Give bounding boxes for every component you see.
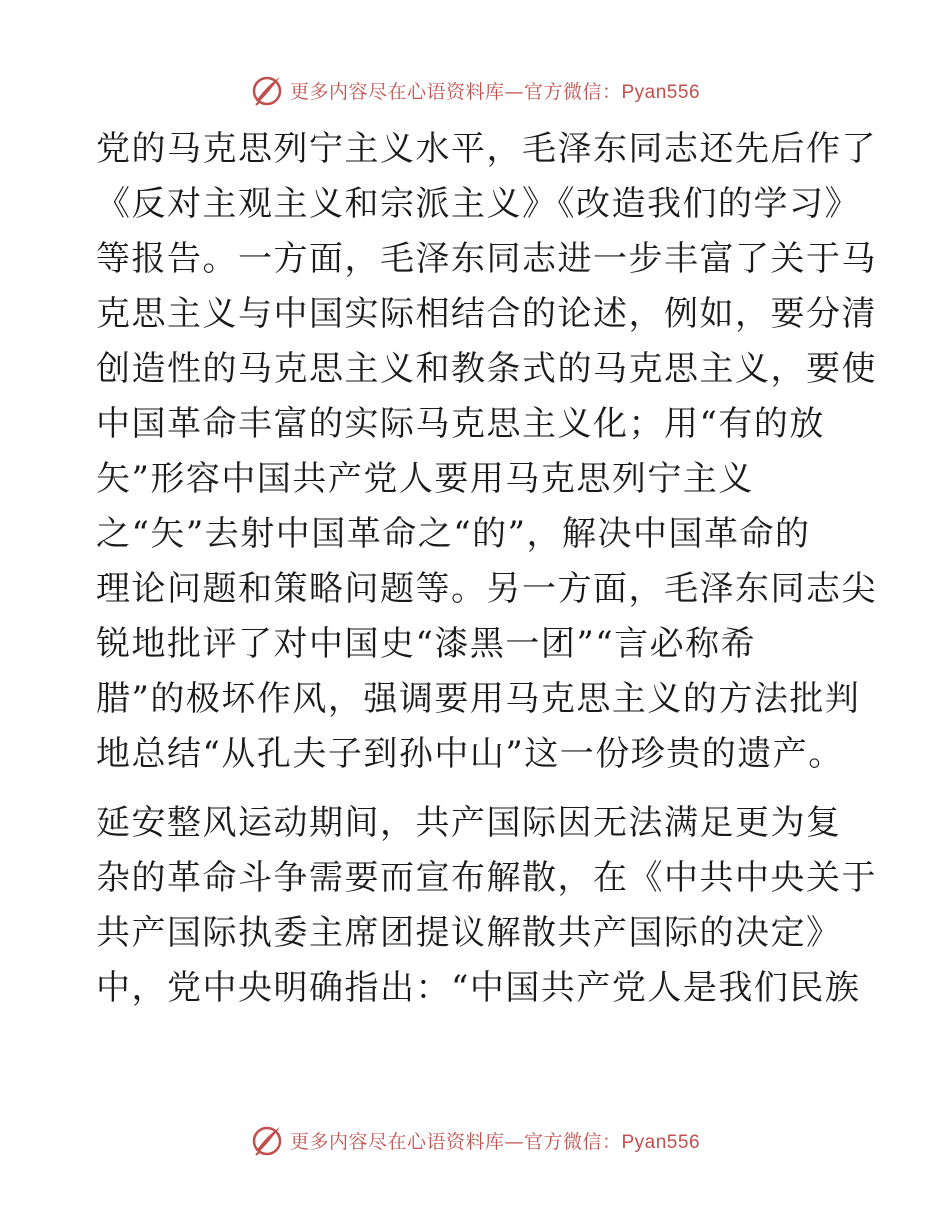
footer-banner bbox=[0, 1120, 950, 1160]
paragraph-2 bbox=[96, 796, 877, 1016]
text-line: 理论问题和策略问题等。另一方面，毛泽东同志尖 bbox=[96, 569, 877, 609]
document-body bbox=[96, 122, 877, 1016]
text-line: 《反对主观主义和宗派主义》《改造我们的学习》 bbox=[96, 184, 860, 224]
paragraph-gap bbox=[96, 782, 856, 796]
text-line: 矢”形容中国共产党人要用马克思列宁主义 bbox=[96, 459, 754, 499]
quill-pen-logo-icon bbox=[250, 1123, 284, 1157]
text-line: 杂的革命斗争需要而宣布解散，在《中共中央关于 bbox=[96, 858, 877, 898]
banner-text: 更多内容尽在心语资料库—官方微信：Pyan556 bbox=[289, 1130, 701, 1153]
text-line: 共产国际执委主席团提议解散共产国际的决定》 bbox=[96, 913, 842, 953]
text-line: 延安整风运动期间，共产国际因无法满足更为复 bbox=[96, 803, 842, 843]
text-line: 中国革命丰富的实际马克思主义化；用“有的放 bbox=[96, 404, 825, 444]
quill-pen-logo-icon bbox=[250, 73, 284, 107]
text-line: 党的马克思列宁主义水平，毛泽东同志还先后作了 bbox=[96, 129, 877, 169]
text-line: 之“矢”去射中国革命之“的”，解决中国革命的 bbox=[96, 514, 811, 554]
text-line: 地总结“从孔夫子到孙中山”这一份珍贵的遗产。 bbox=[96, 734, 844, 774]
text-line: 等报告。一方面，毛泽东同志进一步丰富了关于马 bbox=[96, 239, 877, 279]
text-line: 克思主义与中国实际相结合的论述，例如，要分清 bbox=[96, 294, 877, 334]
text-line: 腊”的极坏作风，强调要用马克思主义的方法批判 bbox=[96, 679, 861, 719]
text-line: 锐地批评了对中国史“漆黑一团”“言必称希 bbox=[96, 624, 757, 664]
text-line: 创造性的马克思主义和教条式的马克思主义，要使 bbox=[96, 349, 877, 389]
banner-text: 更多内容尽在心语资料库—官方微信：Pyan556 bbox=[289, 80, 701, 103]
header-banner bbox=[0, 70, 950, 110]
paragraph-1 bbox=[96, 122, 877, 782]
text-line: 中，党中央明确指出：“中国共产党人是我们民族 bbox=[96, 968, 861, 1008]
